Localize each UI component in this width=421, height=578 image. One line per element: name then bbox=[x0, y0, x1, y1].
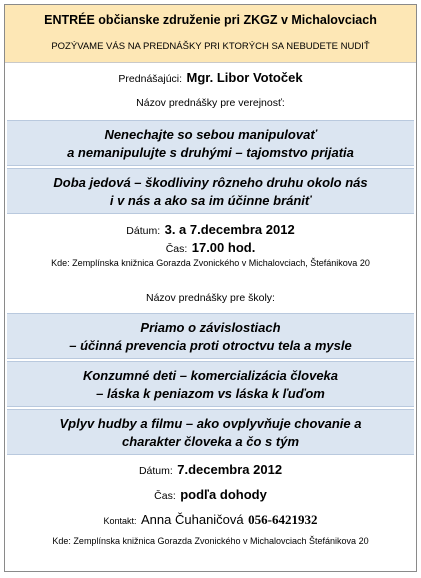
topic-line: Priamo o závislostiach bbox=[140, 320, 281, 335]
contact-line bbox=[5, 511, 416, 529]
topic-line: Konzumné deti – komercializácia človeka bbox=[82, 368, 339, 383]
time-value: 17.00 hod. bbox=[191, 240, 256, 255]
public-time-line bbox=[5, 239, 416, 257]
invitation-subtitle: POZÝVAME VÁS NA PREDNÁŠKY PRI KTORÝCH SA NEBUDETE NUDIŤ bbox=[51, 41, 370, 52]
contact-label: Kontakt: bbox=[103, 516, 137, 526]
time-value: podľa dohody bbox=[180, 487, 267, 502]
topic-line: Vplyv hudby a filmu – ako ovplyvňuje chovanie a bbox=[59, 416, 362, 431]
contact-phone: 056-6421932 bbox=[248, 512, 318, 527]
topic-line: Doba jedová – škodliviny rôzneho druhu okolo nás bbox=[53, 175, 368, 190]
topic-line: charakter človeka a čo s tým bbox=[121, 434, 300, 449]
school-topic-2 bbox=[7, 361, 414, 407]
date-value: 3. a 7.decembra 2012 bbox=[164, 222, 295, 237]
public-heading: Názov prednášky pre verejnosť: bbox=[136, 97, 285, 109]
lecturer-name: Mgr. Libor Votoček bbox=[186, 70, 303, 85]
public-date-line bbox=[5, 221, 416, 239]
schools-date-line bbox=[5, 461, 416, 479]
topic-line: – účinná prevencia proti otroctvu tela a mysle bbox=[69, 338, 352, 353]
invitation-poster bbox=[4, 4, 417, 572]
organization-title: ENTRÉE občianske združenie pri ZKGZ v Michalovciach bbox=[44, 13, 377, 27]
school-topic-1 bbox=[7, 313, 414, 359]
public-place: Kde: Zemplínska knižnica Gorazda Zvonického v Michalovciach, Štefánikova 20 bbox=[51, 258, 370, 268]
topic-line: – láska k peniazom vs láska k ľuďom bbox=[96, 386, 325, 401]
schools-place: Kde: Zemplínska knižnica Gorazda Zvonického v Michalovciach Štefánikova 20 bbox=[52, 536, 369, 546]
header-banner bbox=[5, 5, 416, 63]
public-topic-2 bbox=[7, 168, 414, 214]
topic-line: Nenechajte so sebou manipulovať bbox=[104, 127, 317, 142]
schools-heading: Názov prednášky pre školy: bbox=[146, 292, 275, 304]
school-topic-3 bbox=[7, 409, 414, 455]
lecturer-label: Prednášajúci: bbox=[118, 73, 183, 85]
schools-time-line bbox=[5, 486, 416, 504]
topic-line: a nemanipulujte s druhými – tajomstvo prijatia bbox=[67, 145, 354, 160]
topic-line: i v nás a ako sa im účinne brániť bbox=[109, 193, 312, 208]
public-topic-1 bbox=[7, 120, 414, 166]
time-label: Čas: bbox=[154, 490, 176, 502]
lecturer-line bbox=[5, 69, 416, 87]
contact-name: Anna Čuhaničová bbox=[141, 512, 244, 527]
date-label: Dátum: bbox=[138, 465, 173, 477]
time-label: Čas: bbox=[165, 243, 188, 255]
date-label: Dátum: bbox=[126, 225, 161, 237]
date-value: 7.decembra 2012 bbox=[177, 462, 283, 477]
